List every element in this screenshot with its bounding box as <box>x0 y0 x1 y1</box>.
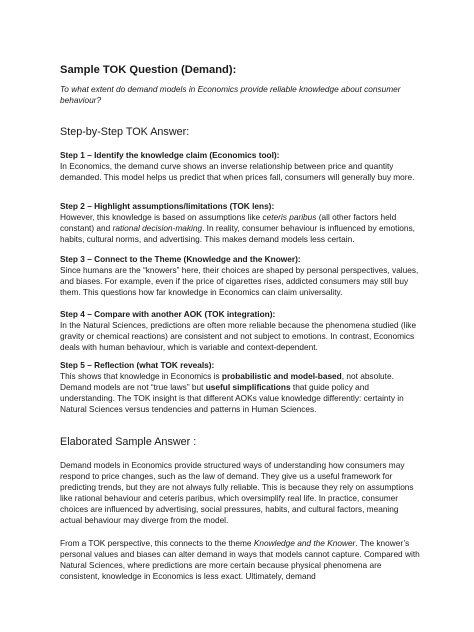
step-5-text-a: This shows that knowledge in Economics is <box>60 371 222 381</box>
step-1-body: In Economics, the demand curve shows an inverse relationship between price and quantity demanded. This model helps us predict that when prices fall, consumers will generally buy more. <box>60 161 415 182</box>
step-5-text-e: that guide policy and understanding. The TOK insight is that different AOKs value knowledge differently: certainty in Natural Sciences versus tendencies and patterns in Human Sciences. <box>60 382 404 414</box>
elaborated-paragraph-2 <box>60 538 422 582</box>
document-title: Sample TOK Question (Demand): <box>60 64 237 76</box>
step-2-text-e: . In reality, consumer behaviour is influenced by emotions, habits, cultural norms, and advertising. This makes demand models less certain. <box>60 223 415 244</box>
step-3-body: Since humans are the “knowers” here, their choices are shaped by personal perspectives, values, and biases. For example, even if the price of cigarettes rises, addicted consumers may still buy them. This questions how far knowledge in Economics can claim universality. <box>60 265 419 297</box>
step-5-title: Step 5 – Reflection (what TOK reveals): <box>60 360 215 370</box>
step-5-bold-probabilistic: probabilistic and model-based <box>221 371 342 381</box>
tok-question: To what extent do demand models in Economics provide reliable knowledge about consumer behaviour? <box>60 84 401 105</box>
step-4 <box>60 309 422 353</box>
step-4-body: In the Natural Sciences, predictions are often more reliable because the phenomena studied (like gravity or chemical reactions) are consistent and not subject to emotions. In contrast, Economics deals with human behaviour, which is variable and context-dependent. <box>60 320 417 352</box>
elaborated-paragraph-1: Demand models in Economics provide structured ways of understanding how consumers may respond to price changes, such as the law of demand. They give us a useful framework for predicting trends, but they are not always fully reliable. This is because they rely on assumptions like rational behaviour and ceteris paribus, which oversimplify real life. In practice, consumer choices are influenced by advertising, social pressures, habits, and cultural factors, meaning actual behaviour may diverge from the model. <box>60 460 414 525</box>
step-3 <box>60 254 422 298</box>
elaborated-heading: Elaborated Sample Answer : <box>60 436 197 448</box>
step-2-title: Step 2 – Highlight assumptions/limitations (TOK lens): <box>60 201 275 211</box>
step-2-italic-rational: rational decision-making <box>112 223 203 233</box>
para-2-text-c: . The knower’s personal values and biases can alter demand in ways that models cannot capture. Compared with Natural Sciences, where predictions are more certain because physical phenomena are consistent, knowledge in Economics is less exact. Ultimately, demand <box>60 538 420 581</box>
para-2-text-a: From a TOK perspective, this connects to the theme <box>60 538 254 548</box>
step-2-text-c: (all other factors held constant) and <box>60 212 397 233</box>
step-3-title: Step 3 – Connect to the Theme (Knowledge and the Knower): <box>60 254 301 264</box>
step-5-bold-simplifications: useful simplifications <box>205 382 291 392</box>
step-5-text-c: , not absolute. Demand models are not “true laws” but <box>60 371 394 392</box>
step-2 <box>60 201 422 245</box>
para-2-italic-theme: Knowledge and the Knower <box>253 538 356 548</box>
step-2-text-a: However, this knowledge is based on assumptions like <box>60 212 263 222</box>
step-5 <box>60 360 422 415</box>
step-heading: Step-by-Step TOK Answer: <box>60 126 190 138</box>
step-4-title: Step 4 – Compare with another AOK (TOK integration): <box>60 309 276 319</box>
step-1 <box>60 150 422 183</box>
step-2-italic-ceteris: ceteris paribus <box>262 212 317 222</box>
step-1-title: Step 1 – Identify the knowledge claim (Economics tool): <box>60 150 280 160</box>
